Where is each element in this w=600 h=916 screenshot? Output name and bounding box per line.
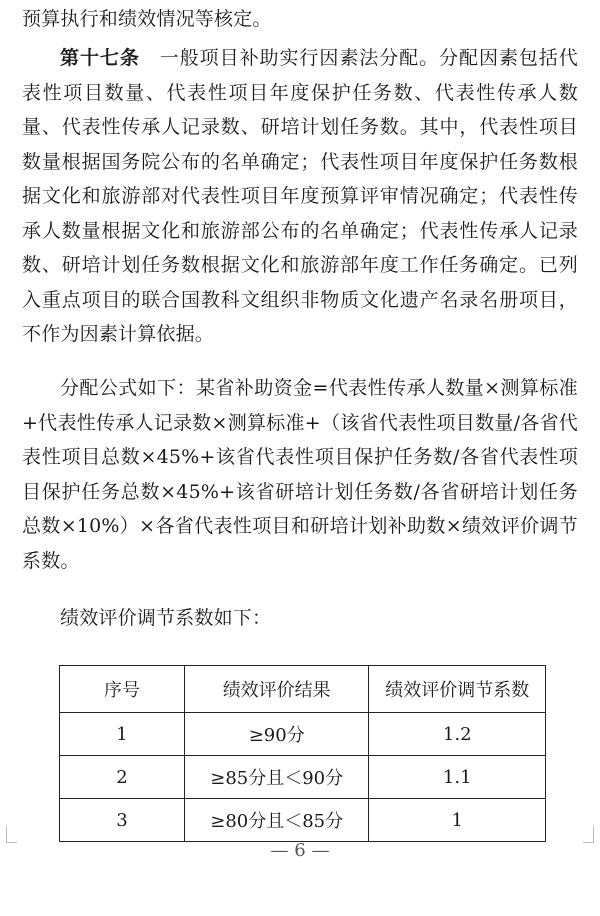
row-coefficient: 1.2 bbox=[369, 713, 546, 756]
header-result: 绩效评价结果 bbox=[184, 666, 369, 713]
page-number: — 6 — bbox=[270, 840, 330, 861]
article-heading: 第十七条 bbox=[60, 47, 140, 69]
row-index: 1 bbox=[60, 713, 185, 756]
row-coefficient: 1 bbox=[369, 799, 546, 842]
header-coefficient: 绩效评价调节系数 bbox=[369, 666, 546, 713]
article-17-paragraph bbox=[22, 41, 578, 352]
row-result: ≥80分且＜85分 bbox=[184, 799, 369, 842]
row-index: 2 bbox=[60, 756, 185, 799]
row-coefficient: 1.1 bbox=[369, 756, 546, 799]
table-row bbox=[60, 799, 546, 842]
table-header-row bbox=[60, 666, 546, 713]
header-index: 序号 bbox=[60, 666, 185, 713]
table-row bbox=[60, 713, 546, 756]
coefficient-table bbox=[59, 665, 546, 842]
article-body: 一般项目补助实行因素法分配。分配因素包括代表性项目数量、代表性项目年度保护任务数、代表性传承人数量、代表性传承人记录数、研培计划任务数。其中，代表性项目数量根据国务院公布的名单确定；代表性项目年度保护任务数根据文化和旅游部对代表性项目年度预算评审情况确定；代表性传承人数量根据文化和旅游部公布的名单确定；代表性传承人记录数、研培计划任务数根据文化和旅游部年度工作任务确定。已列入重点项目的联合国教科文组织非物质文化遗产名录名册项目，不作为因素计算依据。 bbox=[22, 47, 578, 345]
table-row bbox=[60, 756, 546, 799]
row-result: ≥85分且＜90分 bbox=[184, 756, 369, 799]
continued-paragraph: 预算执行和绩效情况等核定。 bbox=[22, 8, 272, 30]
formula-paragraph: 分配公式如下：某省补助资金=代表性传承人数量×测算标准+代表性传承人记录数×测算标准+（该省代表性项目数量/各省代表性项目总数×45%+该省代表性项目保护任务数/各省代表性项目保护任务总数×45%+该省研培计划任务数/各省研培计划任务总数×10%）×各省代表性项目和研培计划补助数×绩效评价调节系数。 bbox=[22, 377, 578, 572]
table-intro-paragraph: 绩效评价调节系数如下： bbox=[60, 607, 272, 629]
row-index: 3 bbox=[60, 799, 185, 842]
row-result: ≥90分 bbox=[184, 713, 369, 756]
